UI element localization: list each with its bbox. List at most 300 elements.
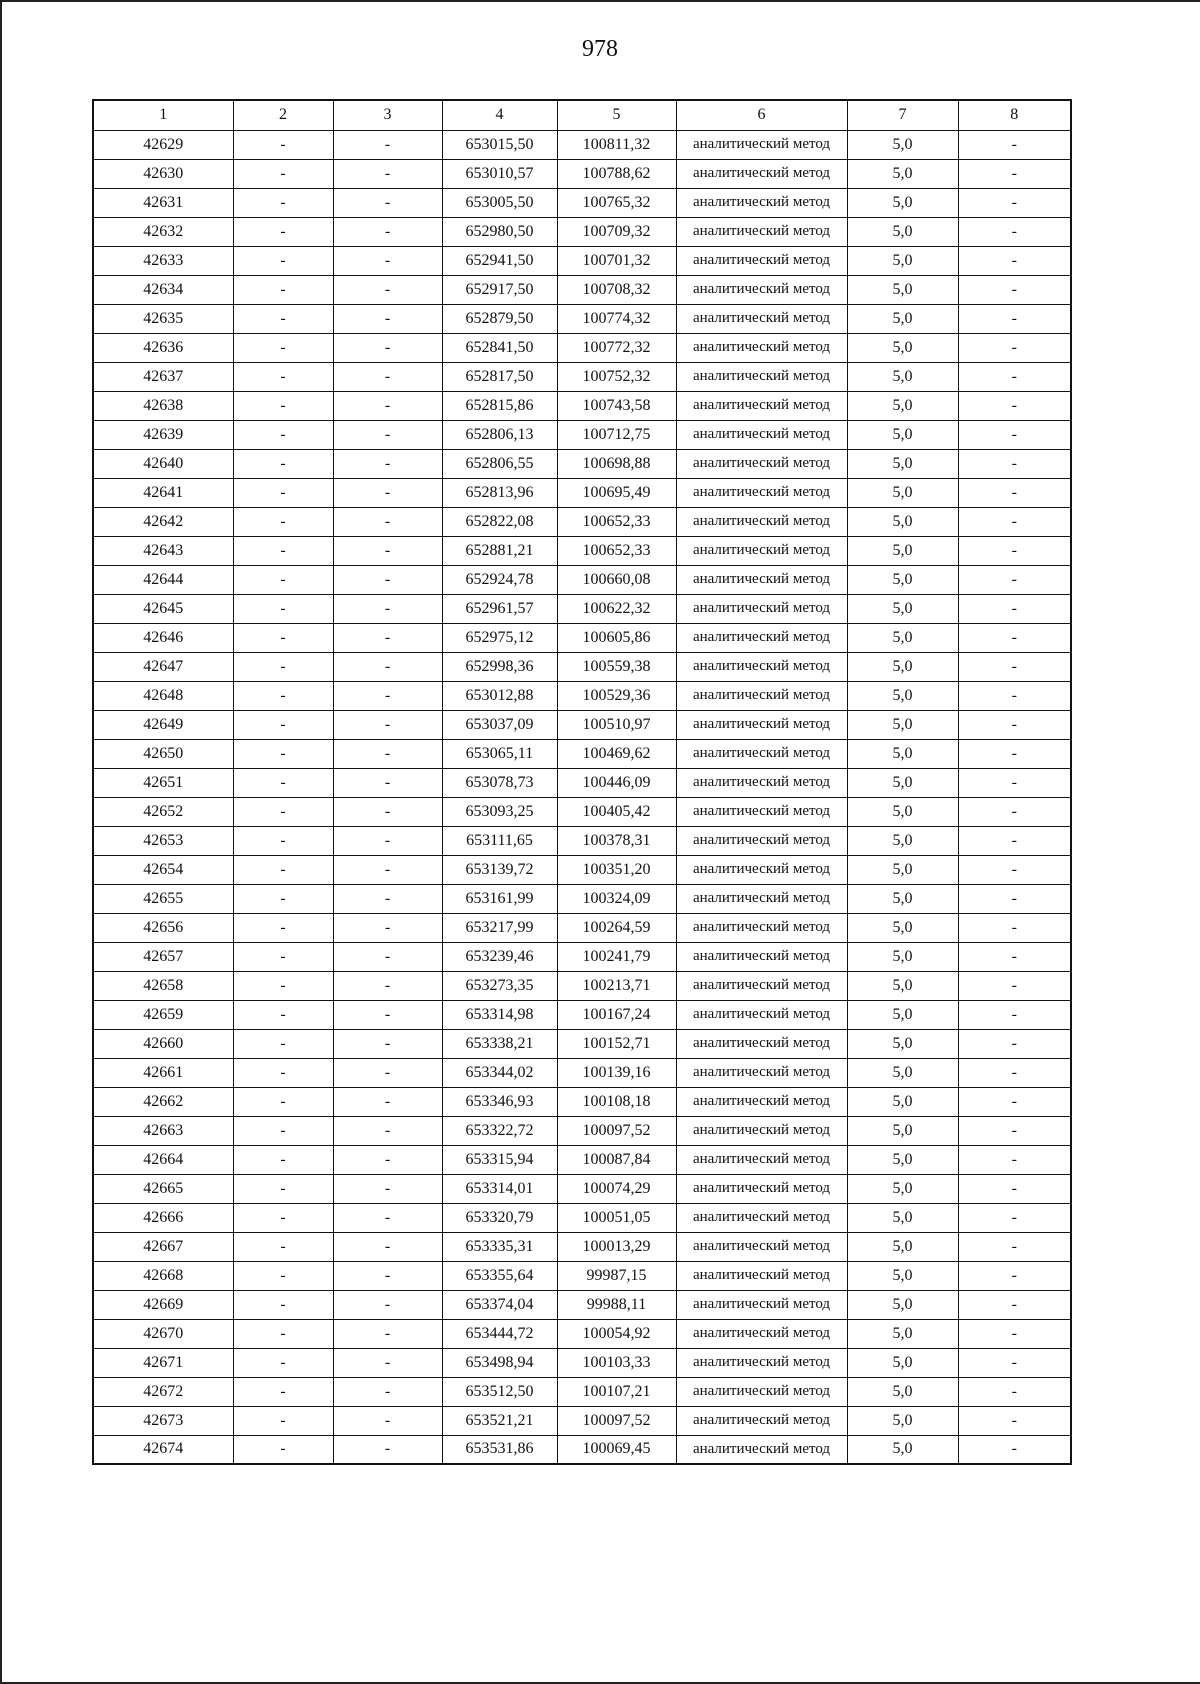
col3-cell: - xyxy=(333,1348,442,1377)
method-cell: аналитический метод xyxy=(676,1406,847,1435)
precision-cell: 5,0 xyxy=(847,420,958,449)
y-coordinate-cell: 100709,32 xyxy=(557,217,676,246)
method-cell: аналитический метод xyxy=(676,710,847,739)
x-coordinate-cell: 653521,21 xyxy=(442,1406,557,1435)
precision-cell: 5,0 xyxy=(847,1000,958,1029)
col8-cell: - xyxy=(958,1000,1071,1029)
precision-cell: 5,0 xyxy=(847,971,958,1000)
method-cell: аналитический метод xyxy=(676,1029,847,1058)
col2-cell: - xyxy=(233,1435,333,1464)
col2-cell: - xyxy=(233,130,333,159)
table-row xyxy=(93,1435,1071,1464)
y-coordinate-cell: 100774,32 xyxy=(557,304,676,333)
col8-cell: - xyxy=(958,304,1071,333)
y-coordinate-cell: 100378,31 xyxy=(557,826,676,855)
point-number-cell: 42648 xyxy=(93,681,233,710)
col3-cell: - xyxy=(333,1058,442,1087)
x-coordinate-cell: 653315,94 xyxy=(442,1145,557,1174)
x-coordinate-cell: 653005,50 xyxy=(442,188,557,217)
col2-cell: - xyxy=(233,362,333,391)
x-coordinate-cell: 653078,73 xyxy=(442,768,557,797)
col8-cell: - xyxy=(958,217,1071,246)
col8-cell: - xyxy=(958,797,1071,826)
table-row xyxy=(93,420,1071,449)
col2-cell: - xyxy=(233,971,333,1000)
col3-cell: - xyxy=(333,536,442,565)
table-row xyxy=(93,739,1071,768)
y-coordinate-cell: 100605,86 xyxy=(557,623,676,652)
point-number-cell: 42673 xyxy=(93,1406,233,1435)
point-number-cell: 42642 xyxy=(93,507,233,536)
precision-cell: 5,0 xyxy=(847,1087,958,1116)
point-number-cell: 42655 xyxy=(93,884,233,913)
y-coordinate-cell: 100743,58 xyxy=(557,391,676,420)
method-cell: аналитический метод xyxy=(676,391,847,420)
point-number-cell: 42636 xyxy=(93,333,233,362)
x-coordinate-cell: 652879,50 xyxy=(442,304,557,333)
col2-cell: - xyxy=(233,159,333,188)
col3-cell: - xyxy=(333,942,442,971)
x-coordinate-cell: 653322,72 xyxy=(442,1116,557,1145)
col2-cell: - xyxy=(233,1029,333,1058)
col2-cell: - xyxy=(233,1145,333,1174)
col3-cell: - xyxy=(333,275,442,304)
col3-cell: - xyxy=(333,1174,442,1203)
method-cell: аналитический метод xyxy=(676,855,847,884)
table-row xyxy=(93,652,1071,681)
col2-cell: - xyxy=(233,536,333,565)
method-cell: аналитический метод xyxy=(676,333,847,362)
point-number-cell: 42656 xyxy=(93,913,233,942)
point-number-cell: 42635 xyxy=(93,304,233,333)
point-number-cell: 42659 xyxy=(93,1000,233,1029)
col2-cell: - xyxy=(233,942,333,971)
col3-cell: - xyxy=(333,652,442,681)
precision-cell: 5,0 xyxy=(847,855,958,884)
method-cell: аналитический метод xyxy=(676,681,847,710)
col2-cell: - xyxy=(233,1377,333,1406)
table-row xyxy=(93,333,1071,362)
x-coordinate-cell: 652813,96 xyxy=(442,478,557,507)
col8-cell: - xyxy=(958,1087,1071,1116)
table-row xyxy=(93,478,1071,507)
col2-cell: - xyxy=(233,1232,333,1261)
precision-cell: 5,0 xyxy=(847,217,958,246)
method-cell: аналитический метод xyxy=(676,1000,847,1029)
col2-cell: - xyxy=(233,449,333,478)
table-row xyxy=(93,884,1071,913)
method-cell: аналитический метод xyxy=(676,188,847,217)
col2-cell: - xyxy=(233,1319,333,1348)
col8-cell: - xyxy=(958,1377,1071,1406)
table-row xyxy=(93,826,1071,855)
point-number-cell: 42640 xyxy=(93,449,233,478)
method-cell: аналитический метод xyxy=(676,826,847,855)
point-number-cell: 42674 xyxy=(93,1435,233,1464)
col3-cell: - xyxy=(333,1232,442,1261)
precision-cell: 5,0 xyxy=(847,188,958,217)
point-number-cell: 42652 xyxy=(93,797,233,826)
table-row xyxy=(93,217,1071,246)
column-header: 8 xyxy=(958,100,1071,130)
col3-cell: - xyxy=(333,1319,442,1348)
col8-cell: - xyxy=(958,1406,1071,1435)
precision-cell: 5,0 xyxy=(847,1058,958,1087)
y-coordinate-cell: 100446,09 xyxy=(557,768,676,797)
table-row xyxy=(93,1319,1071,1348)
method-cell: аналитический метод xyxy=(676,1290,847,1319)
method-cell: аналитический метод xyxy=(676,507,847,536)
y-coordinate-cell: 100351,20 xyxy=(557,855,676,884)
method-cell: аналитический метод xyxy=(676,246,847,275)
precision-cell: 5,0 xyxy=(847,246,958,275)
precision-cell: 5,0 xyxy=(847,1319,958,1348)
table-row xyxy=(93,362,1071,391)
precision-cell: 5,0 xyxy=(847,536,958,565)
precision-cell: 5,0 xyxy=(847,565,958,594)
y-coordinate-cell: 100054,92 xyxy=(557,1319,676,1348)
page-number: 978 xyxy=(582,36,618,62)
x-coordinate-cell: 653320,79 xyxy=(442,1203,557,1232)
col3-cell: - xyxy=(333,362,442,391)
col2-cell: - xyxy=(233,1087,333,1116)
y-coordinate-cell: 100069,45 xyxy=(557,1435,676,1464)
table-row xyxy=(93,1203,1071,1232)
point-number-cell: 42666 xyxy=(93,1203,233,1232)
table-row xyxy=(93,594,1071,623)
point-number-cell: 42660 xyxy=(93,1029,233,1058)
table-body xyxy=(93,130,1071,1464)
col8-cell: - xyxy=(958,739,1071,768)
coordinates-table xyxy=(92,99,1072,1465)
table-row xyxy=(93,246,1071,275)
method-cell: аналитический метод xyxy=(676,971,847,1000)
x-coordinate-cell: 653335,31 xyxy=(442,1232,557,1261)
x-coordinate-cell: 653139,72 xyxy=(442,855,557,884)
y-coordinate-cell: 100788,62 xyxy=(557,159,676,188)
y-coordinate-cell: 100107,21 xyxy=(557,1377,676,1406)
method-cell: аналитический метод xyxy=(676,942,847,971)
method-cell: аналитический метод xyxy=(676,739,847,768)
table-row xyxy=(93,1232,1071,1261)
col8-cell: - xyxy=(958,449,1071,478)
method-cell: аналитический метод xyxy=(676,362,847,391)
x-coordinate-cell: 652917,50 xyxy=(442,275,557,304)
y-coordinate-cell: 99988,11 xyxy=(557,1290,676,1319)
column-header: 1 xyxy=(93,100,233,130)
table-row xyxy=(93,1377,1071,1406)
point-number-cell: 42633 xyxy=(93,246,233,275)
table-row xyxy=(93,1406,1071,1435)
method-cell: аналитический метод xyxy=(676,1261,847,1290)
method-cell: аналитический метод xyxy=(676,594,847,623)
column-header: 4 xyxy=(442,100,557,130)
point-number-cell: 42667 xyxy=(93,1232,233,1261)
col2-cell: - xyxy=(233,420,333,449)
method-cell: аналитический метод xyxy=(676,565,847,594)
y-coordinate-cell: 100405,42 xyxy=(557,797,676,826)
col8-cell: - xyxy=(958,1029,1071,1058)
table-row xyxy=(93,391,1071,420)
col2-cell: - xyxy=(233,855,333,884)
col2-cell: - xyxy=(233,565,333,594)
y-coordinate-cell: 100139,16 xyxy=(557,1058,676,1087)
point-number-cell: 42637 xyxy=(93,362,233,391)
precision-cell: 5,0 xyxy=(847,942,958,971)
x-coordinate-cell: 653111,65 xyxy=(442,826,557,855)
col3-cell: - xyxy=(333,855,442,884)
method-cell: аналитический метод xyxy=(676,1116,847,1145)
method-cell: аналитический метод xyxy=(676,1319,847,1348)
precision-cell: 5,0 xyxy=(847,1261,958,1290)
table-row xyxy=(93,623,1071,652)
col2-cell: - xyxy=(233,1116,333,1145)
col8-cell: - xyxy=(958,1232,1071,1261)
col2-cell: - xyxy=(233,826,333,855)
x-coordinate-cell: 652817,50 xyxy=(442,362,557,391)
point-number-cell: 42645 xyxy=(93,594,233,623)
scan-border-top xyxy=(0,0,1200,2)
x-coordinate-cell: 653314,01 xyxy=(442,1174,557,1203)
point-number-cell: 42664 xyxy=(93,1145,233,1174)
y-coordinate-cell: 100167,24 xyxy=(557,1000,676,1029)
table-row xyxy=(93,971,1071,1000)
y-coordinate-cell: 100469,62 xyxy=(557,739,676,768)
col3-cell: - xyxy=(333,1000,442,1029)
table-row xyxy=(93,275,1071,304)
method-cell: аналитический метод xyxy=(676,768,847,797)
col8-cell: - xyxy=(958,478,1071,507)
table-row xyxy=(93,1290,1071,1319)
table-row xyxy=(93,1116,1071,1145)
col3-cell: - xyxy=(333,623,442,652)
precision-cell: 5,0 xyxy=(847,681,958,710)
col2-cell: - xyxy=(233,623,333,652)
col2-cell: - xyxy=(233,652,333,681)
method-cell: аналитический метод xyxy=(676,478,847,507)
table-row xyxy=(93,304,1071,333)
precision-cell: 5,0 xyxy=(847,797,958,826)
y-coordinate-cell: 100087,84 xyxy=(557,1145,676,1174)
col8-cell: - xyxy=(958,1116,1071,1145)
precision-cell: 5,0 xyxy=(847,449,958,478)
table-row xyxy=(93,797,1071,826)
col3-cell: - xyxy=(333,1203,442,1232)
table-row xyxy=(93,1000,1071,1029)
col8-cell: - xyxy=(958,826,1071,855)
precision-cell: 5,0 xyxy=(847,1348,958,1377)
col3-cell: - xyxy=(333,1377,442,1406)
precision-cell: 5,0 xyxy=(847,1174,958,1203)
col8-cell: - xyxy=(958,1174,1071,1203)
x-coordinate-cell: 652998,36 xyxy=(442,652,557,681)
method-cell: аналитический метод xyxy=(676,1174,847,1203)
col8-cell: - xyxy=(958,768,1071,797)
method-cell: аналитический метод xyxy=(676,217,847,246)
point-number-cell: 42641 xyxy=(93,478,233,507)
col2-cell: - xyxy=(233,739,333,768)
point-number-cell: 42650 xyxy=(93,739,233,768)
table-row xyxy=(93,130,1071,159)
table-row xyxy=(93,565,1071,594)
col3-cell: - xyxy=(333,333,442,362)
y-coordinate-cell: 100013,29 xyxy=(557,1232,676,1261)
precision-cell: 5,0 xyxy=(847,304,958,333)
col2-cell: - xyxy=(233,275,333,304)
method-cell: аналитический метод xyxy=(676,420,847,449)
y-coordinate-cell: 100241,79 xyxy=(557,942,676,971)
precision-cell: 5,0 xyxy=(847,1435,958,1464)
precision-cell: 5,0 xyxy=(847,1145,958,1174)
col3-cell: - xyxy=(333,797,442,826)
col8-cell: - xyxy=(958,1348,1071,1377)
y-coordinate-cell: 100708,32 xyxy=(557,275,676,304)
table-row xyxy=(93,710,1071,739)
table-row xyxy=(93,1174,1071,1203)
table-row xyxy=(93,681,1071,710)
precision-cell: 5,0 xyxy=(847,362,958,391)
precision-cell: 5,0 xyxy=(847,1290,958,1319)
x-coordinate-cell: 653346,93 xyxy=(442,1087,557,1116)
method-cell: аналитический метод xyxy=(676,130,847,159)
point-number-cell: 42639 xyxy=(93,420,233,449)
point-number-cell: 42651 xyxy=(93,768,233,797)
col3-cell: - xyxy=(333,1029,442,1058)
precision-cell: 5,0 xyxy=(847,913,958,942)
col8-cell: - xyxy=(958,246,1071,275)
col3-cell: - xyxy=(333,971,442,1000)
x-coordinate-cell: 653531,86 xyxy=(442,1435,557,1464)
y-coordinate-cell: 100765,32 xyxy=(557,188,676,217)
scan-border-left xyxy=(0,0,2,1684)
x-coordinate-cell: 653355,64 xyxy=(442,1261,557,1290)
method-cell: аналитический метод xyxy=(676,449,847,478)
x-coordinate-cell: 653314,98 xyxy=(442,1000,557,1029)
col3-cell: - xyxy=(333,449,442,478)
col3-cell: - xyxy=(333,565,442,594)
col3-cell: - xyxy=(333,594,442,623)
col3-cell: - xyxy=(333,1087,442,1116)
col8-cell: - xyxy=(958,362,1071,391)
col2-cell: - xyxy=(233,478,333,507)
method-cell: аналитический метод xyxy=(676,1377,847,1406)
point-number-cell: 42671 xyxy=(93,1348,233,1377)
x-coordinate-cell: 652881,21 xyxy=(442,536,557,565)
col8-cell: - xyxy=(958,594,1071,623)
table-row xyxy=(93,536,1071,565)
precision-cell: 5,0 xyxy=(847,710,958,739)
col2-cell: - xyxy=(233,913,333,942)
x-coordinate-cell: 652941,50 xyxy=(442,246,557,275)
col8-cell: - xyxy=(958,420,1071,449)
y-coordinate-cell: 99987,15 xyxy=(557,1261,676,1290)
x-coordinate-cell: 653374,04 xyxy=(442,1290,557,1319)
precision-cell: 5,0 xyxy=(847,1232,958,1261)
precision-cell: 5,0 xyxy=(847,768,958,797)
col8-cell: - xyxy=(958,1261,1071,1290)
method-cell: аналитический метод xyxy=(676,159,847,188)
x-coordinate-cell: 652841,50 xyxy=(442,333,557,362)
table-row xyxy=(93,1145,1071,1174)
col3-cell: - xyxy=(333,246,442,275)
col8-cell: - xyxy=(958,507,1071,536)
method-cell: аналитический метод xyxy=(676,275,847,304)
col8-cell: - xyxy=(958,913,1071,942)
precision-cell: 5,0 xyxy=(847,391,958,420)
col3-cell: - xyxy=(333,130,442,159)
y-coordinate-cell: 100652,33 xyxy=(557,507,676,536)
x-coordinate-cell: 652806,55 xyxy=(442,449,557,478)
y-coordinate-cell: 100695,49 xyxy=(557,478,676,507)
y-coordinate-cell: 100152,71 xyxy=(557,1029,676,1058)
table-row xyxy=(93,913,1071,942)
x-coordinate-cell: 653239,46 xyxy=(442,942,557,971)
y-coordinate-cell: 100108,18 xyxy=(557,1087,676,1116)
coordinates-table-container xyxy=(92,99,1070,1465)
point-number-cell: 42662 xyxy=(93,1087,233,1116)
col3-cell: - xyxy=(333,1406,442,1435)
col3-cell: - xyxy=(333,739,442,768)
x-coordinate-cell: 653037,09 xyxy=(442,710,557,739)
point-number-cell: 42647 xyxy=(93,652,233,681)
point-number-cell: 42644 xyxy=(93,565,233,594)
col8-cell: - xyxy=(958,652,1071,681)
col2-cell: - xyxy=(233,710,333,739)
col2-cell: - xyxy=(233,1290,333,1319)
y-coordinate-cell: 100698,88 xyxy=(557,449,676,478)
table-row xyxy=(93,1029,1071,1058)
col2-cell: - xyxy=(233,884,333,913)
y-coordinate-cell: 100529,36 xyxy=(557,681,676,710)
y-coordinate-cell: 100660,08 xyxy=(557,565,676,594)
col3-cell: - xyxy=(333,1435,442,1464)
col2-cell: - xyxy=(233,1174,333,1203)
precision-cell: 5,0 xyxy=(847,826,958,855)
precision-cell: 5,0 xyxy=(847,1029,958,1058)
table-row xyxy=(93,1348,1071,1377)
column-header: 5 xyxy=(557,100,676,130)
point-number-cell: 42631 xyxy=(93,188,233,217)
column-header: 7 xyxy=(847,100,958,130)
header-row xyxy=(93,100,1071,130)
y-coordinate-cell: 100074,29 xyxy=(557,1174,676,1203)
x-coordinate-cell: 652815,86 xyxy=(442,391,557,420)
col3-cell: - xyxy=(333,1116,442,1145)
x-coordinate-cell: 653010,57 xyxy=(442,159,557,188)
y-coordinate-cell: 100559,38 xyxy=(557,652,676,681)
col2-cell: - xyxy=(233,333,333,362)
precision-cell: 5,0 xyxy=(847,594,958,623)
col3-cell: - xyxy=(333,420,442,449)
table-row xyxy=(93,768,1071,797)
col8-cell: - xyxy=(958,391,1071,420)
col3-cell: - xyxy=(333,159,442,188)
col8-cell: - xyxy=(958,710,1071,739)
y-coordinate-cell: 100097,52 xyxy=(557,1406,676,1435)
point-number-cell: 42643 xyxy=(93,536,233,565)
point-number-cell: 42661 xyxy=(93,1058,233,1087)
point-number-cell: 42672 xyxy=(93,1377,233,1406)
x-coordinate-cell: 652822,08 xyxy=(442,507,557,536)
col2-cell: - xyxy=(233,768,333,797)
point-number-cell: 42663 xyxy=(93,1116,233,1145)
method-cell: аналитический метод xyxy=(676,304,847,333)
col2-cell: - xyxy=(233,188,333,217)
table-row xyxy=(93,1087,1071,1116)
col3-cell: - xyxy=(333,681,442,710)
precision-cell: 5,0 xyxy=(847,1116,958,1145)
col3-cell: - xyxy=(333,1261,442,1290)
